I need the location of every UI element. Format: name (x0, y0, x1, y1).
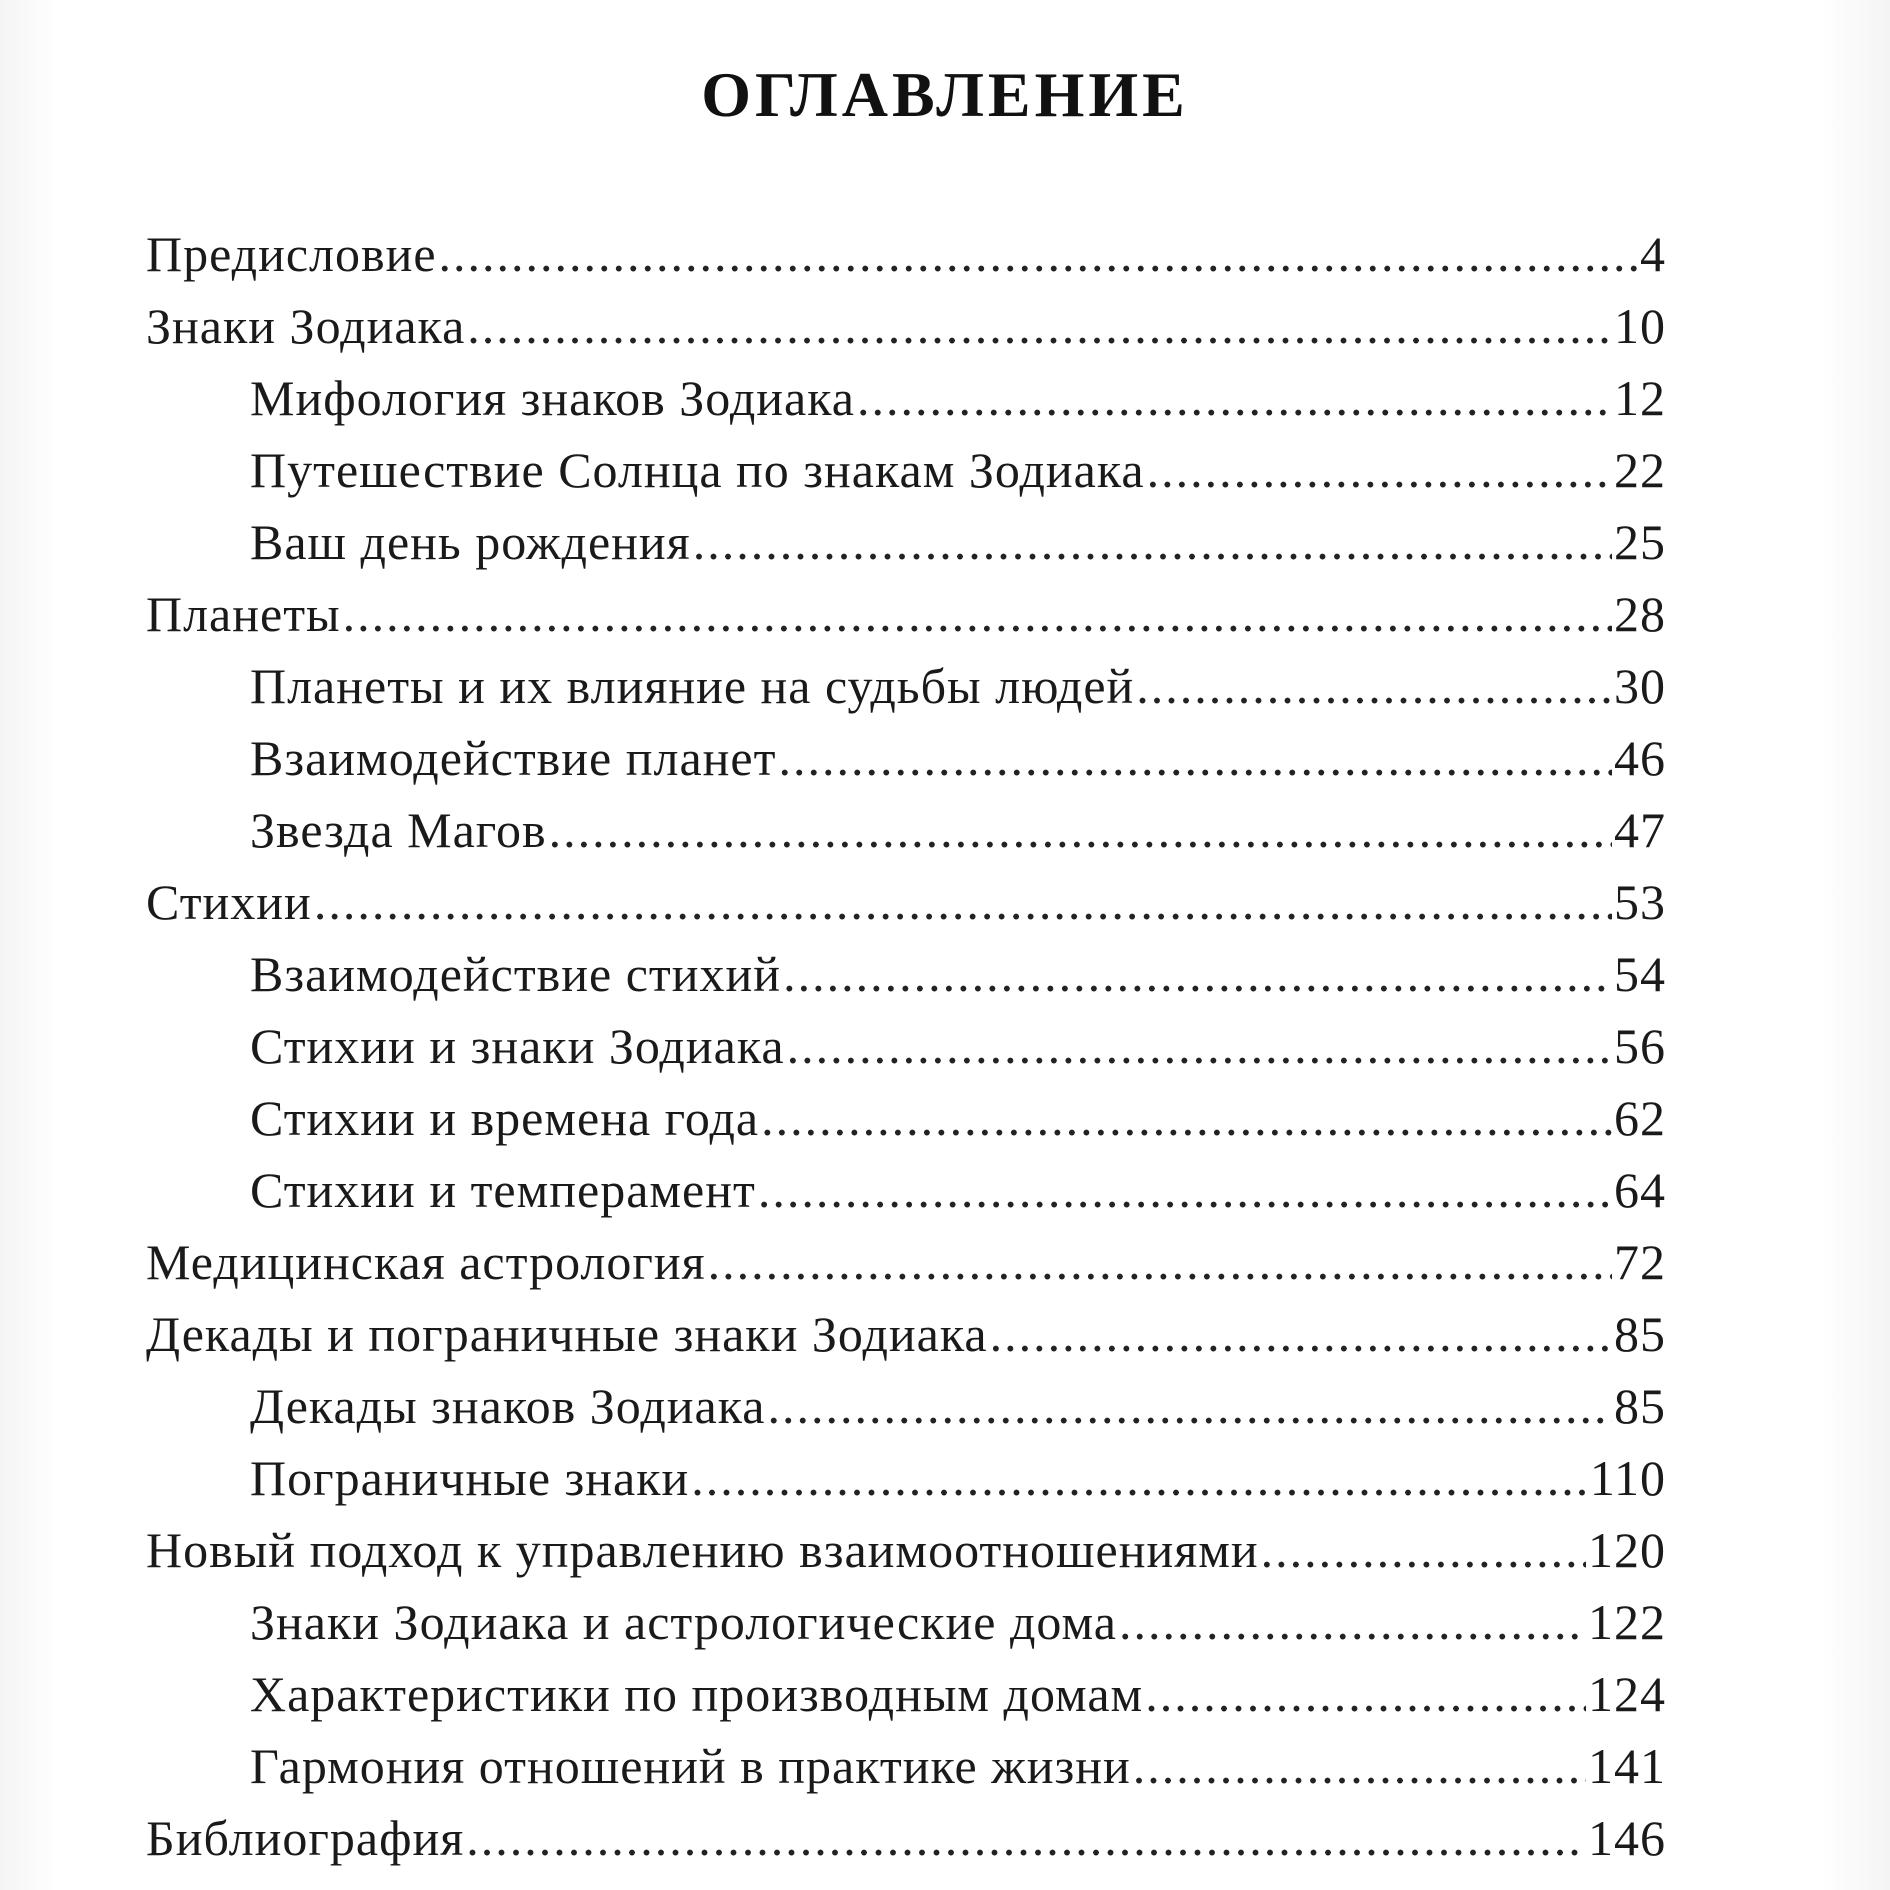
toc-entry-title: Декады знаков Зодиака (250, 1378, 766, 1434)
dot-leader (439, 218, 1638, 290)
toc-subentry (146, 1010, 1666, 1082)
toc-subentry (146, 1730, 1666, 1802)
dot-leader (549, 794, 1612, 866)
toc-entry (146, 1514, 1666, 1586)
toc-entry-title: Стихии и темперамент (250, 1162, 756, 1218)
toc-subentry (146, 506, 1666, 578)
page-title: ОГЛАВЛЕНИЕ (701, 59, 1189, 130)
toc-entry-title: Декады и пограничные знаки Зодиака (146, 1306, 988, 1362)
toc-entry-page: 10 (1614, 298, 1666, 354)
toc-entry-page: 85 (1614, 1378, 1666, 1434)
dot-leader (467, 290, 1612, 362)
toc-entry-title: Характеристики по производным домам (250, 1666, 1144, 1722)
toc-entry-title: Стихии (146, 874, 312, 930)
dot-leader (1119, 1586, 1586, 1658)
toc-entry-page: 122 (1588, 1594, 1666, 1650)
toc-entry-page: 46 (1614, 730, 1666, 786)
dot-leader (708, 1226, 1612, 1298)
toc-entry-title: Взаимодействие стихий (250, 946, 782, 1002)
dot-leader (787, 1010, 1612, 1082)
toc-entry-title: Пограничные знаки (250, 1450, 690, 1506)
toc-entry-page: 64 (1614, 1162, 1666, 1218)
toc-subentry (146, 1154, 1666, 1226)
dot-leader (767, 1370, 1612, 1442)
toc-entry (146, 218, 1666, 290)
toc-entry-title: Новый подход к управлению взаимоотношениями (146, 1522, 1259, 1578)
toc-subentry (146, 650, 1666, 722)
dot-leader (1261, 1514, 1586, 1586)
toc-entry-page: 110 (1589, 1450, 1666, 1506)
dot-leader (1145, 1658, 1586, 1730)
toc-entry-title: Ваш день рождения (250, 514, 691, 570)
dot-leader (693, 506, 1612, 578)
toc-entry-title: Медицинская астрология (146, 1234, 706, 1290)
toc-entry-title: Предисловие (146, 226, 437, 282)
toc-subentry (146, 1658, 1666, 1730)
toc-entry (146, 866, 1666, 938)
toc-subentry (146, 1586, 1666, 1658)
toc-entry (146, 1226, 1666, 1298)
table-of-contents (146, 218, 1666, 1874)
dot-leader (691, 1442, 1588, 1514)
toc-entry-page: 28 (1614, 586, 1666, 642)
toc-entry-page: 124 (1588, 1666, 1666, 1722)
dot-leader (1136, 650, 1612, 722)
toc-entry-page: 12 (1614, 370, 1666, 426)
toc-entry-page: 54 (1614, 946, 1666, 1002)
dot-leader (778, 722, 1612, 794)
dot-leader (343, 578, 1612, 650)
toc-entry-title: Мифология знаков Зодиака (250, 370, 855, 426)
dot-leader (783, 938, 1612, 1010)
toc-subentry (146, 722, 1666, 794)
dot-leader (314, 866, 1612, 938)
toc-entry-page: 47 (1614, 802, 1666, 858)
toc-entry (146, 290, 1666, 362)
toc-subentry (146, 938, 1666, 1010)
dot-leader (857, 362, 1612, 434)
dot-leader (466, 1802, 1586, 1874)
toc-entry-page: 146 (1588, 1810, 1666, 1866)
toc-entry-title: Стихии и знаки Зодиака (250, 1018, 785, 1074)
toc-entry-page: 4 (1640, 226, 1666, 282)
toc-entry-page: 72 (1614, 1234, 1666, 1290)
toc-entry-page: 30 (1614, 658, 1666, 714)
dot-leader (761, 1082, 1612, 1154)
toc-entry-page: 62 (1614, 1090, 1666, 1146)
toc-entry-title: Стихии и времена года (250, 1090, 760, 1146)
dot-leader (990, 1298, 1612, 1370)
dot-leader (1147, 434, 1612, 506)
toc-entry-title: Библиография (146, 1810, 465, 1866)
toc-entry-title: Знаки Зодиака (146, 298, 466, 354)
toc-entry-page: 53 (1614, 874, 1666, 930)
toc-subentry (146, 362, 1666, 434)
dot-leader (758, 1154, 1612, 1226)
toc-entry-title: Планеты и их влияние на судьбы людей (250, 658, 1135, 714)
toc-entry-title: Знаки Зодиака и астрологические дома (250, 1594, 1117, 1650)
toc-entry (146, 578, 1666, 650)
toc-subentry (146, 434, 1666, 506)
toc-entry-page: 85 (1614, 1306, 1666, 1362)
toc-entry-title: Планеты (146, 586, 341, 642)
toc-entry (146, 1298, 1666, 1370)
toc-entry-title: Звезда Магов (250, 802, 547, 858)
dot-leader (1133, 1730, 1586, 1802)
toc-entry-title: Путешествие Солнца по знакам Зодиака (250, 442, 1145, 498)
toc-entry-page: 22 (1614, 442, 1666, 498)
toc-subentry (146, 1370, 1666, 1442)
toc-entry-page: 25 (1614, 514, 1666, 570)
toc-entry-title: Взаимодействие планет (250, 730, 777, 786)
toc-subentry (146, 794, 1666, 866)
toc-entry (146, 1802, 1666, 1874)
toc-entry-page: 56 (1614, 1018, 1666, 1074)
toc-entry-page: 120 (1588, 1522, 1666, 1578)
toc-subentry (146, 1442, 1666, 1514)
toc-entry-page: 141 (1588, 1738, 1666, 1794)
toc-subentry (146, 1082, 1666, 1154)
toc-entry-title: Гармония отношений в практике жизни (250, 1738, 1131, 1794)
